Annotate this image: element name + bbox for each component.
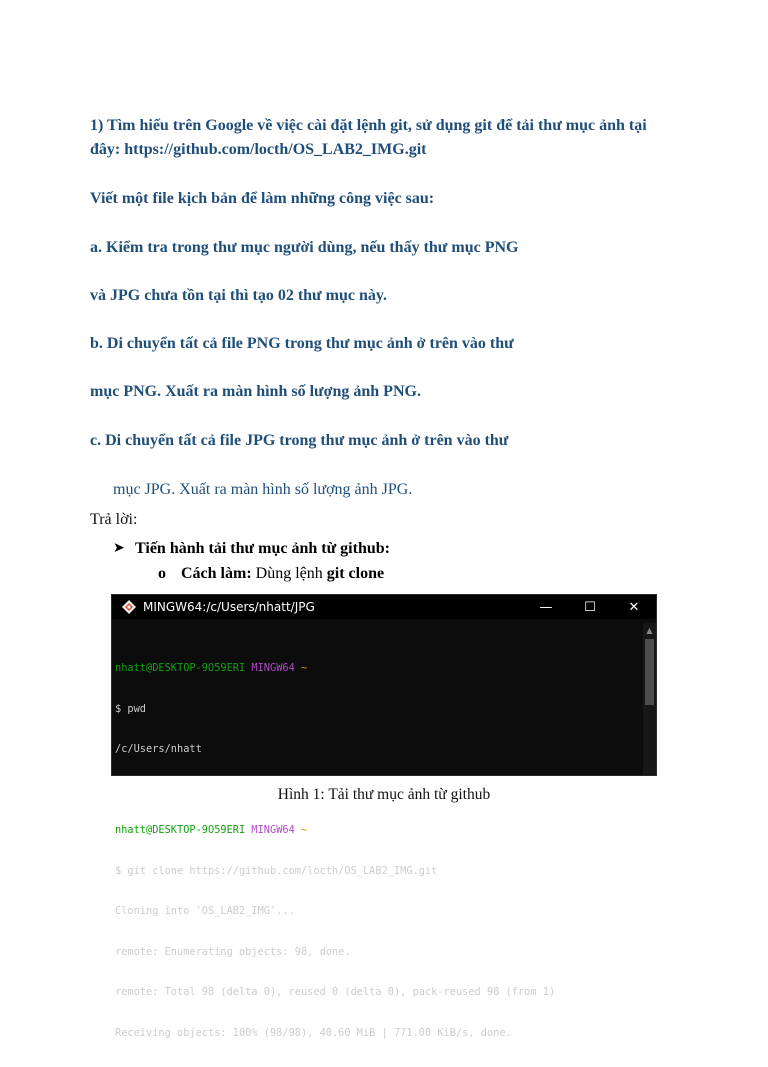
prompt-line — [115, 662, 640, 676]
method-command: git clone — [326, 565, 385, 582]
arrow-bullet-icon: ➤ — [113, 541, 125, 556]
method-label: Cách làm: — [181, 565, 252, 582]
prompt-user: nhatt@DESKTOP-9O59ERI — [115, 662, 246, 674]
terminal-title: MINGW64:/c/Users/nhatt/JPG — [143, 600, 315, 614]
git-logo-icon — [121, 599, 137, 615]
minimize-button[interactable]: — — [539, 599, 553, 615]
task-c-line-2: mục JPG. Xuất ra màn hình số lượng ảnh JPG. — [113, 481, 413, 498]
task-a-line-2: và JPG chưa tồn tại thì tạo 02 thư mục này. — [90, 287, 387, 304]
task-a-line-1: a. Kiểm tra trong thư mục người dùng, nếu thấy thư mục PNG — [90, 239, 519, 256]
scrollbar-thumb[interactable] — [645, 639, 654, 705]
bullet-item-download-text: Tiến hành tải thư mục ảnh từ github: — [135, 540, 390, 557]
command-line: $ pwd — [115, 702, 146, 715]
terminal-output — [115, 635, 640, 1067]
prompt-dir: ~ — [301, 662, 308, 674]
output-line: remote: Enumerating objects: 98, done. — [115, 945, 351, 958]
task-b-line-1: b. Di chuyển tất cả file PNG trong thư mục ảnh ở trên vào thư — [90, 335, 514, 352]
prompt-line — [115, 824, 640, 838]
method-text: Dùng lệnh — [251, 565, 327, 582]
circle-bullet-icon: o — [158, 565, 166, 582]
output-line: Receiving objects: 100% (98/98), 40.60 MiB | 771.00 KiB/s, done. — [115, 1026, 512, 1039]
intro-text: Viết một file kịch bản để làm những công việc sau: — [90, 190, 435, 207]
output-line: Cloning into 'OS_LAB2_IMG'... — [115, 905, 295, 917]
bullet-item-download — [113, 537, 390, 561]
scroll-up-icon[interactable]: ▲ — [646, 625, 653, 635]
prompt-env: MINGW64 — [251, 662, 295, 674]
prompt-user: nhatt@DESKTOP-9O59ERI — [115, 824, 246, 836]
question-1-line-1: 1) Tìm hiểu trên Google về việc cài đặt lệnh git, sử dụng git để tải thư mục ảnh tại — [90, 117, 647, 134]
question-1 — [90, 114, 680, 162]
answer-label: Trả lời: — [90, 511, 138, 528]
close-button[interactable]: ✕ — [628, 599, 640, 615]
task-c-line-1: c. Di chuyển tất cả file JPG trong thư mục ảnh ở trên vào thư — [90, 432, 509, 449]
command-line: $ git clone https://github.com/locth/OS_LAB2_IMG.git — [115, 864, 438, 877]
output-line: /c/Users/nhatt — [115, 743, 202, 755]
terminal-titlebar — [112, 595, 656, 619]
maximize-button[interactable]: ☐ — [584, 599, 596, 615]
prompt-env: MINGW64 — [251, 824, 295, 836]
question-1-line-2: đây: https://github.com/locth/OS_LAB2_IMG.git — [90, 141, 427, 158]
prompt-dir: ~ — [301, 824, 308, 836]
task-b-line-2: mục PNG. Xuất ra màn hình số lượng ảnh PNG. — [90, 383, 421, 400]
output-line: remote: Total 98 (delta 0), reused 0 (delta 0), pack-reused 98 (from 1) — [115, 986, 556, 998]
sub-bullet-method — [158, 562, 384, 586]
figure-caption: Hình 1: Tải thư mục ảnh từ github — [277, 786, 491, 803]
